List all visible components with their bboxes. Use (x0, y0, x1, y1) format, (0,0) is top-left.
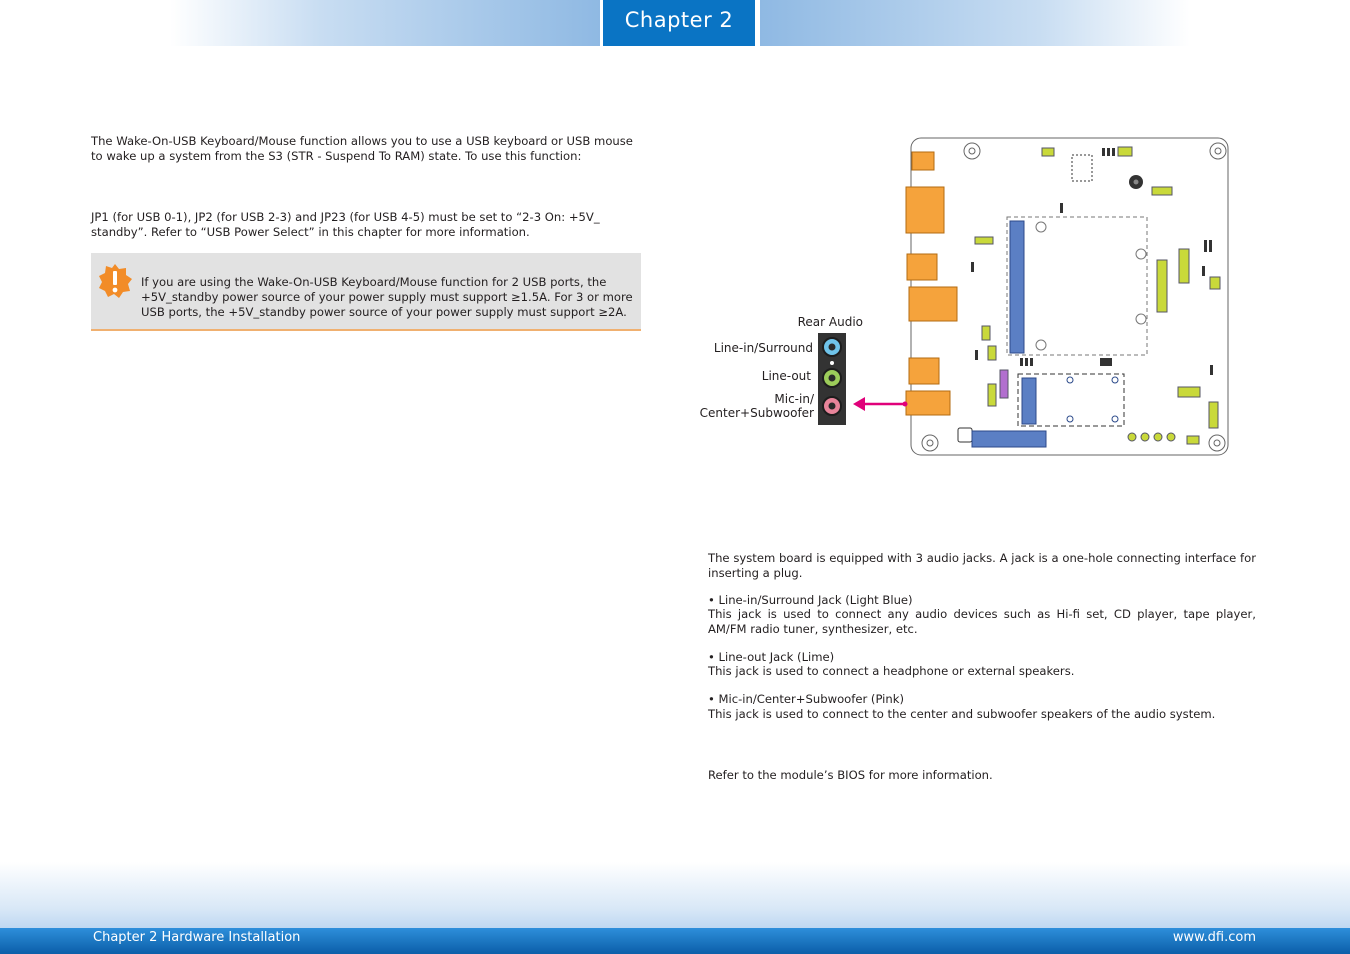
mic-in-description: This jack is used to connect to the center and subwoofer speakers of the audio system. (708, 707, 1216, 721)
vga-connector (906, 187, 944, 233)
rear-audio-title: Rear Audio (797, 315, 863, 329)
warning-icon (97, 263, 133, 299)
footer-chapter-title: Chapter 2 Hardware Installation (93, 930, 301, 945)
line-in-description: This jack is used to connect any audio devices such as Hi-fi set, CD player, tape player, AM/FM radio tuner, synthesizer, etc. (708, 607, 1256, 636)
chapter-tab: Chapter 2 (603, 0, 755, 46)
dc-jack (912, 152, 934, 170)
board-outline (911, 138, 1228, 455)
important-note (91, 253, 641, 331)
jumper-requirement: JP1 (for USB 0-1), JP2 (for USB 2-3) and JP23 (for USB 4-5) must be set to “2-3 On: +5V_ standby”. Refer to “USB Power Select” in this chapter for more information. (91, 210, 600, 239)
footer-website-link[interactable]: www.dfi.com (1172, 930, 1256, 945)
wake-usb-intro: The Wake-On-USB Keyboard/Mouse function allows you to use a USB keyboard or USB mouse to wake up a system from the S3 (STR - Suspend To RAM) state. To use this function: (91, 134, 633, 163)
center-subwoofer-label: Center+Subwoofer (699, 406, 814, 420)
header-band-left (170, 0, 600, 46)
line-out-bullet: • Line-out Jack (Lime) (708, 650, 835, 664)
mic-in-bullet: • Mic-in/Center+Subwoofer (Pink) (708, 692, 904, 706)
arrow-head (853, 397, 865, 411)
mini-pcie-slot (1022, 378, 1036, 424)
pcie-slot (972, 431, 1046, 447)
audio-connector-block (906, 391, 950, 415)
so-dimm-slot (1010, 221, 1024, 353)
line-in-bullet: • Line-in/Surround Jack (Light Blue) (708, 593, 913, 607)
line-out-description: This jack is used to connect a headphone or external speakers. (708, 664, 1075, 678)
mic-in-label: Mic-in/ (774, 392, 814, 406)
header-band-right (760, 0, 1190, 46)
usb-port-upper (907, 254, 937, 280)
bios-reference: Refer to the module’s BIOS for more information. (708, 768, 993, 782)
chip (1072, 155, 1092, 181)
line-in-label: Line-in/Surround (713, 341, 813, 355)
lan-port (909, 287, 957, 321)
note-text: If you are using the Wake-On-USB Keyboard/Mouse function for 2 USB ports, the +5V_standby power source of your power supply must support ≥1.5A. For 3 or more USB ports, the +5V_standby power source of your power supply must support ≥2A. (141, 275, 633, 319)
line-out-label: Line-out (761, 369, 811, 383)
audio-intro: The system board is equipped with 3 audio jacks. A jack is a one-hole connecting interface for inserting a plug. (708, 551, 1256, 580)
usb-port-lower (909, 358, 939, 384)
